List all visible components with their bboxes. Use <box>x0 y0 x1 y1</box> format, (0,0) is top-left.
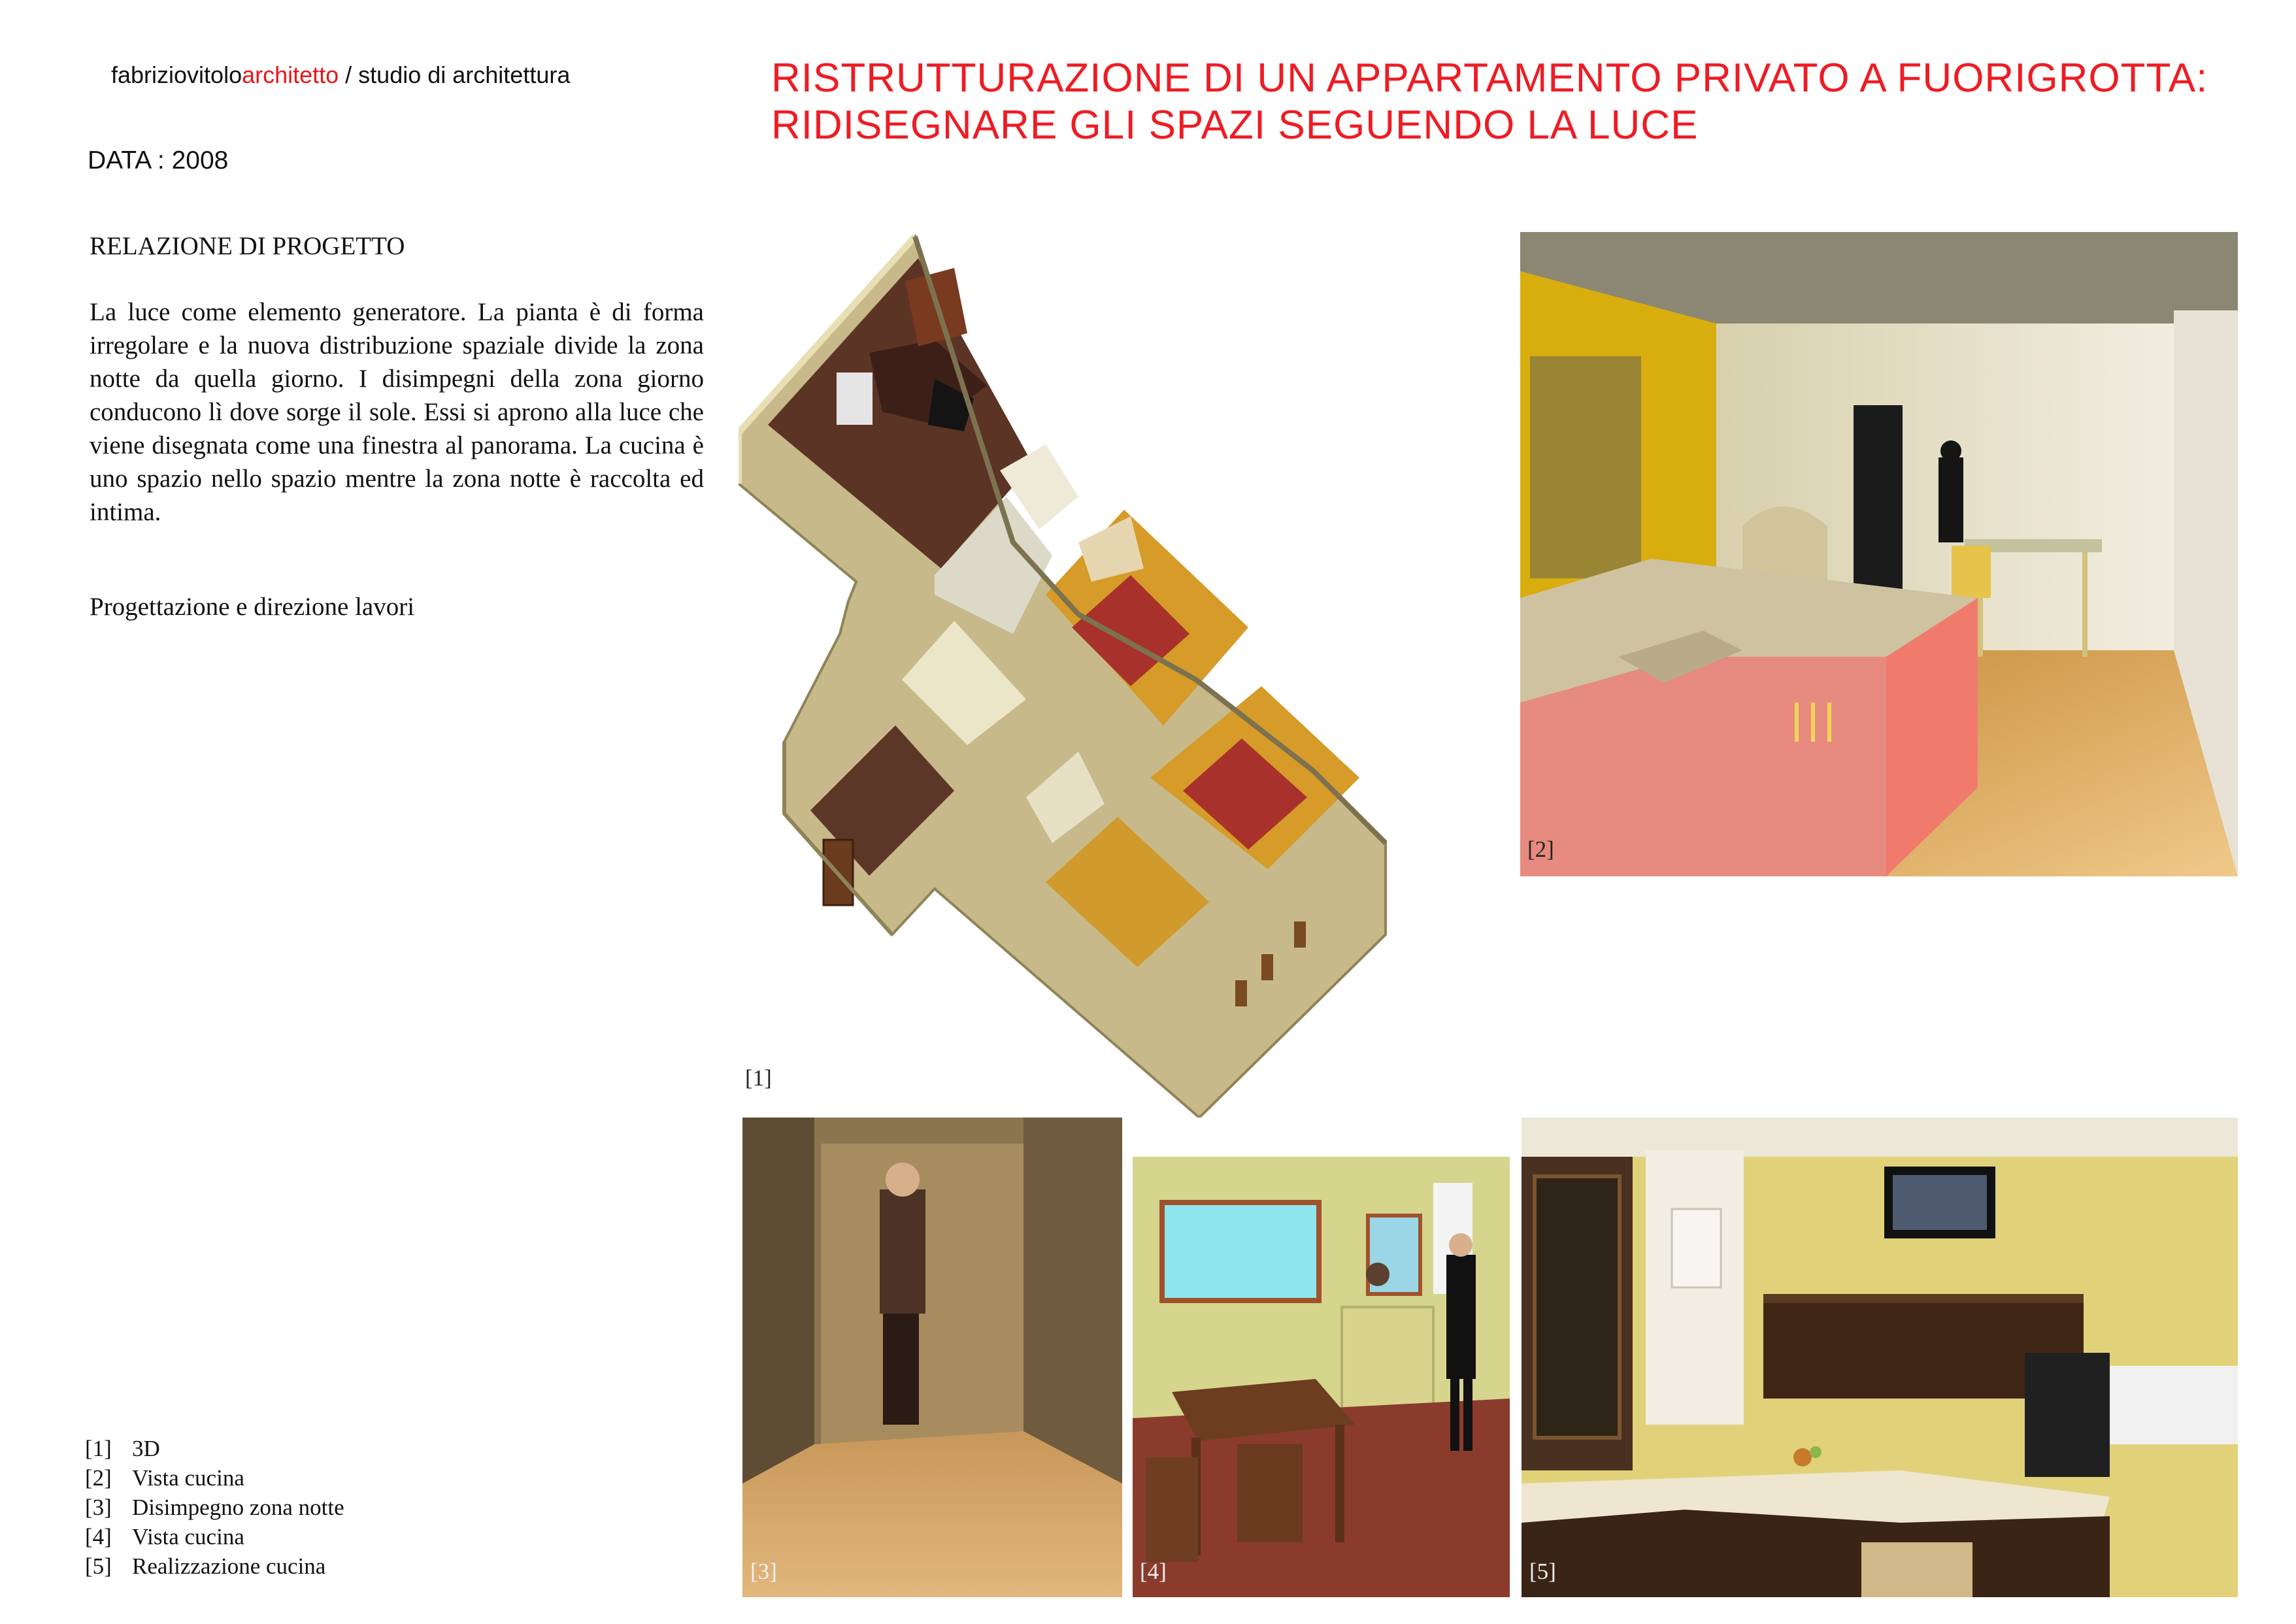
legend-item <box>85 1522 344 1551</box>
studio-name: fabriziovitolo <box>111 61 242 88</box>
figure-4-caption: [4] <box>1140 1559 1167 1584</box>
figure-kitchen-view <box>1133 1118 1510 1597</box>
axonometric-plan-illustration <box>739 229 1405 1118</box>
figure-corridor-render <box>742 1118 1122 1597</box>
title-line-2: RIDISEGNARE GLI SPAZI SEGUENDO LA LUCE <box>771 103 1699 148</box>
figure-kitchen-render <box>1520 232 2238 876</box>
report-heading: RELAZIONE DI PROGETTO <box>90 232 405 260</box>
title-line-1: RISTRUTTURAZIONE DI UN APPARTAMENTO PRIVATO A FUORIGROTTA: <box>771 56 2208 101</box>
figure-1-caption: [1] <box>745 1065 772 1091</box>
studio-accent: architetto <box>242 61 339 88</box>
figure-2-caption: [2] <box>1527 837 1554 862</box>
legend-num: [5] <box>85 1553 112 1579</box>
studio-logo <box>111 61 570 89</box>
legend-label: Vista cucina <box>132 1524 244 1549</box>
legend-label: Realizzazione cucina <box>132 1553 326 1579</box>
report-role: Progettazione e direzione lavori <box>90 593 415 621</box>
page-title <box>771 55 2208 149</box>
legend-item <box>85 1493 344 1522</box>
corridor-render-illustration <box>742 1118 1122 1597</box>
project-date: DATA : 2008 <box>88 146 229 174</box>
kitchen-view-illustration <box>1133 1118 1510 1597</box>
studio-suffix: / studio di architettura <box>339 61 571 88</box>
figure-legend <box>85 1434 344 1581</box>
legend-label: Disimpegno zona notte <box>132 1495 344 1520</box>
legend-num: [4] <box>85 1524 112 1549</box>
figure-realized-kitchen <box>1522 1118 2238 1597</box>
legend-num: [1] <box>85 1436 112 1461</box>
figure-5-caption: [5] <box>1529 1559 1556 1584</box>
legend-label: 3D <box>132 1436 160 1461</box>
legend-num: [2] <box>85 1465 112 1491</box>
realized-kitchen-illustration <box>1522 1118 2238 1597</box>
figure-3-caption: [3] <box>750 1559 777 1584</box>
kitchen-render-illustration <box>1520 232 2238 876</box>
legend-item <box>85 1434 344 1463</box>
legend-label: Vista cucina <box>132 1465 244 1491</box>
legend-item <box>85 1463 344 1493</box>
report-body: La luce come elemento generatore. La pianta è di forma irregolare e la nuova distribuzione spaziale divide la zona notte da quella giorno. I disimpegni della zona giorno conducono lì dove sorge il sole. Essi si aprono alla luce che viene disegnata come una finestra al panorama. La cucina è uno spazio nello spazio mentre la zona notte è raccolta ed intima. <box>90 298 704 526</box>
figure-3d-plan <box>739 229 1405 1118</box>
legend-num: [3] <box>85 1495 112 1520</box>
legend-item <box>85 1551 344 1581</box>
